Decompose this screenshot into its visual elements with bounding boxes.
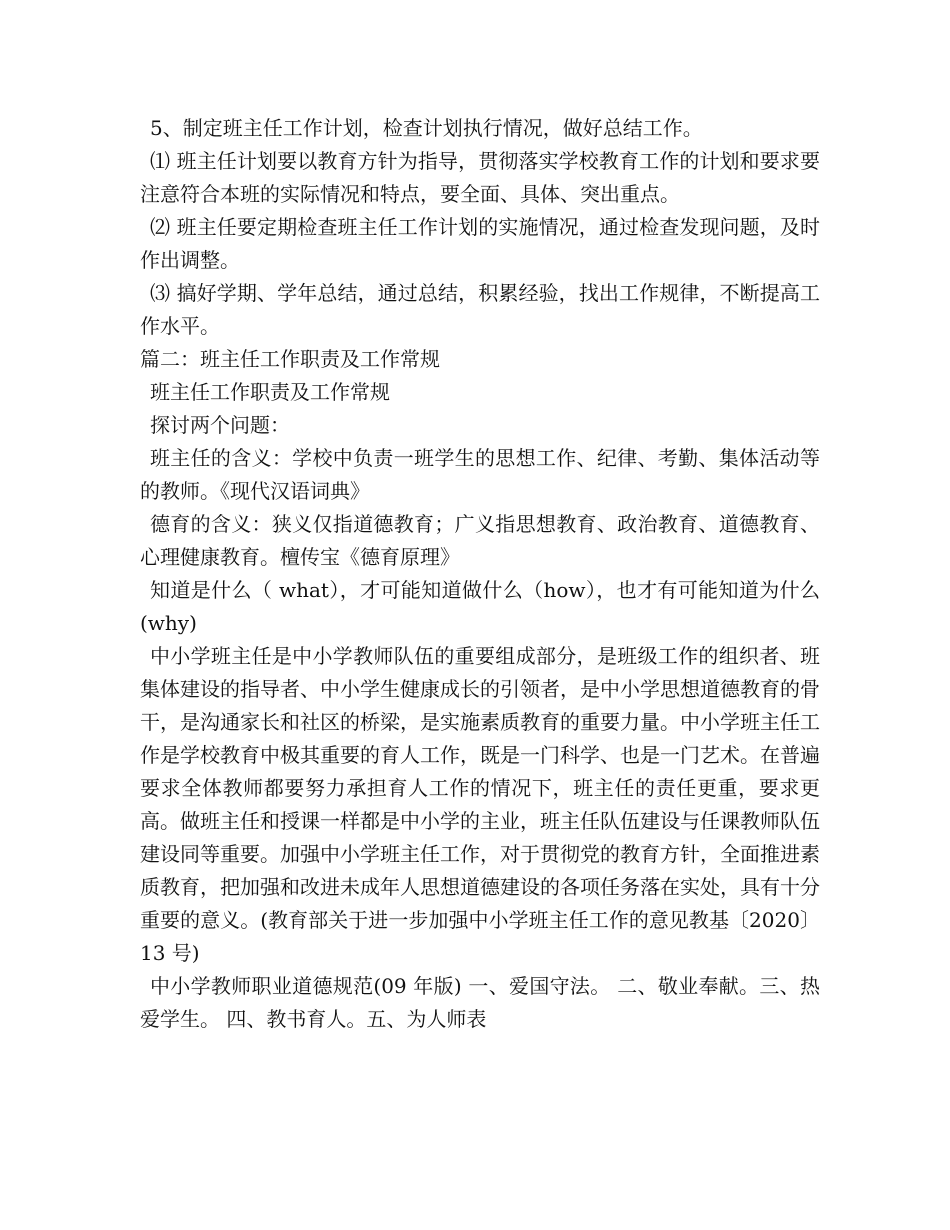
paragraph-what-how-why: 知道是什么（ what），才可能知道做什么（how），也才有可能知道为什么(why) [140,578,820,635]
paragraph-code-of-ethics: 中小学教师职业道德规范(09 年版) 一、爱国守法。 二、敬业奉献。三、热爱学生。 四、教书育人。五、为人师表 [140,974,820,1031]
paragraph-definition-headteacher: 班主任的含义：学校中负责一班学生的思想工作、纪律、考勤、集体活动等的教师。《现代汉语词典》 [140,446,820,503]
paragraph-main-body: 中小学班主任是中小学教师队伍的重要组成部分，是班级工作的组织者、班集体建设的指导者、中小学生健康成长的引领者，是中小学思想道德教育的骨干，是沟通家长和社区的桥梁，是实施素质教育的重要力量。中小学班主任工作是学校教育中极其重要的育人工作，既是一门科学、也是一门艺术。在普遍要求全体教师都要努力承担育人工作的情况下，班主任的责任更重，要求更高。做班主任和授课一样都是中小学的主业，班主任队伍建设与任课教师队伍建设同等重要。加强中小学班主任工作，对于贯彻党的教育方针，全面推进素质教育，把加强和改进未成年人思想道德建设的各项任务落在实处，具有十分重要的意义。(教育部关于进一步加强中小学班主任工作的意见教基〔2020〕13 号) [140,644,820,965]
paragraph-item-5: 5、制定班主任工作计划，检查计划执行情况，做好总结工作。 [150,116,703,140]
document-body [140,112,820,1036]
section-subtitle: 班主任工作职责及工作常规 [150,380,390,404]
paragraph-questions: 探讨两个问题： [150,413,290,437]
section-heading: 篇二：班主任工作职责及工作常规 [140,347,440,371]
paragraph-plan-guidance: ⑴ 班主任计划要以教育方针为指导，贯彻落实学校教育工作的计划和要求要注意符合本班的实际情况和特点，要全面、具体、突出重点。 [140,149,820,206]
paragraph-plan-check: ⑵ 班主任要定期检查班主任工作计划的实施情况，通过检查发现问题，及时作出调整。 [140,215,820,272]
paragraph-summary: ⑶ 搞好学期、学年总结，通过总结，积累经验，找出工作规律，不断提高工作水平。 [140,281,820,338]
paragraph-definition-moral-education: 德育的含义：狭义仅指道德教育；广义指思想教育、政治教育、道德教育、心理健康教育。檀传宝《德育原理》 [140,512,820,569]
